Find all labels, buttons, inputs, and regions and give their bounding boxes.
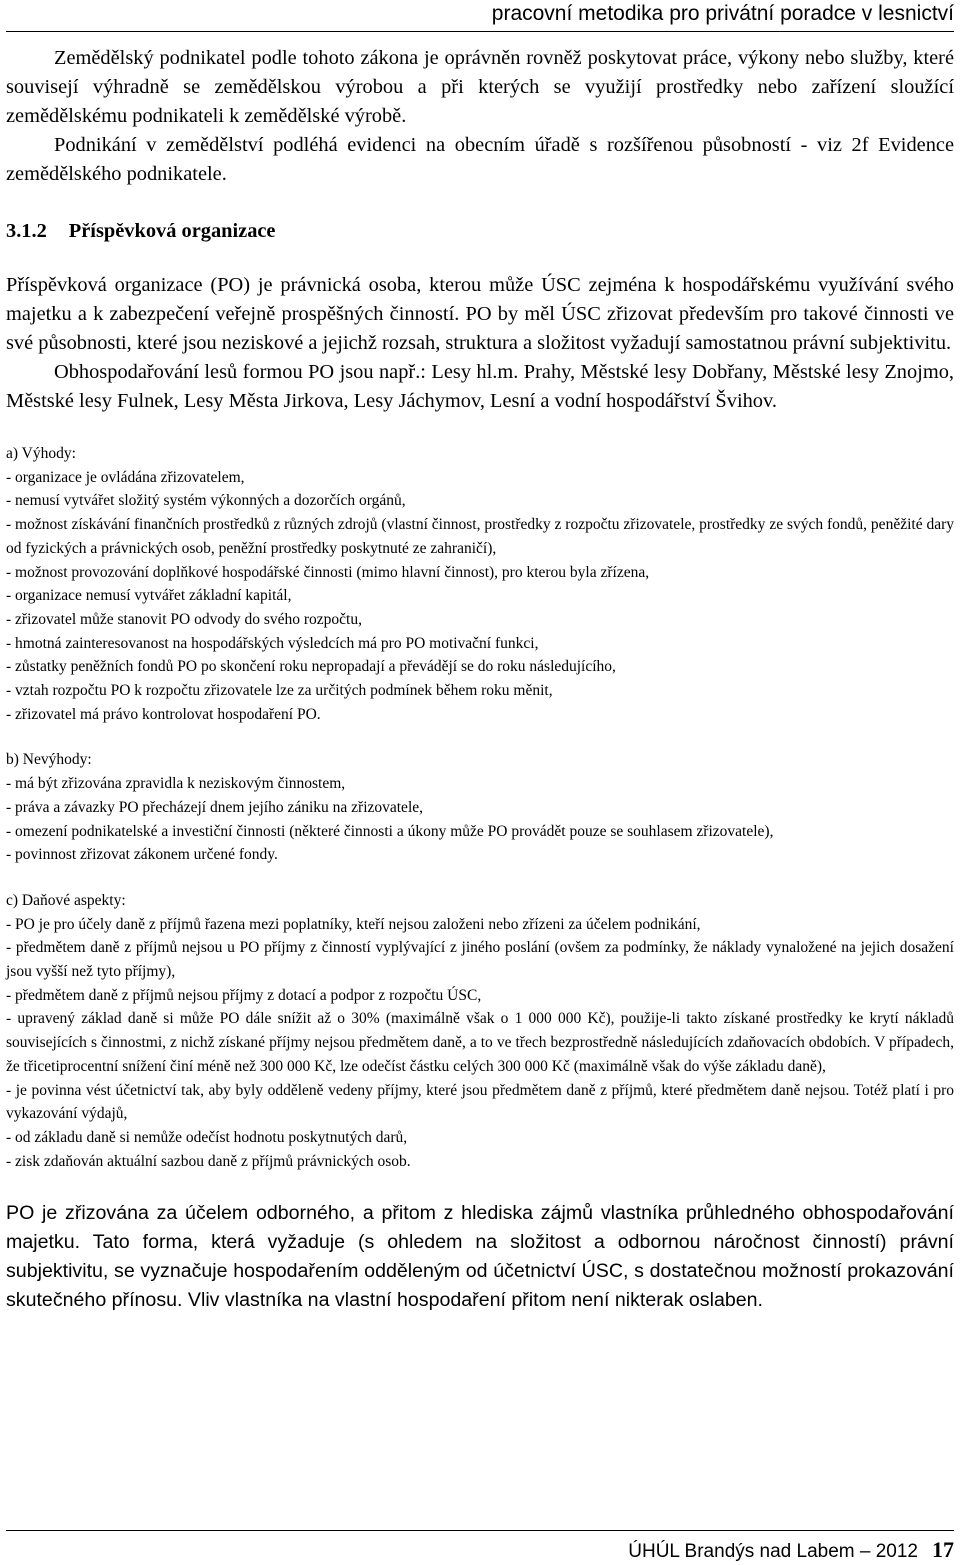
page-number: 17 (932, 1537, 954, 1562)
header-divider (6, 31, 954, 32)
disadvantages-list (6, 748, 954, 867)
list-item: - hmotná zainteresovanost na hospodářských výsledcích má pro PO motivační funkci, (6, 634, 539, 652)
list-item: - organizace je ovládána zřizovatelem, (6, 468, 245, 486)
list-item: - možnost získávání finančních prostředků z různých zdrojů (vlastní činnost, prostředky z rozpočtu zřizovatele, prostředky ze svých fondů, peněžité dary od fyzických a právnických osob, peněžní prostředky poskytnuté ze zahraničí), (6, 516, 954, 557)
running-header: pracovní metodika pro privátní poradce v lesnictví (491, 2, 954, 25)
list-item: - má být zřizována zpravidla k neziskovým činnostem, (6, 775, 346, 793)
list-item: - organizace nemusí vytvářet základní kapitál, (6, 587, 292, 605)
list-item: - vztah rozpočtu PO k rozpočtu zřizovatele lze za určitých podmínek během roku měnit, (6, 682, 553, 700)
section-number: 3.1.2 (6, 220, 47, 242)
conclusion-paragraph: PO je zřizována za účelem odborného, a přitom z hlediska zájmů vlastníka průhledného obhospodařování majetku. Tato forma, která vyžaduje (s ohledem na složitost a odbornou náročnost činností) právní subjektivitu, se vyznačuje hospodařením odděleným od účetnictví ÚSC, s dostatečnou možností prokazování skutečného přínosu. Vliv vlastníka na vlastní hospodaření přitom není nikterak oslaben. (6, 1202, 954, 1312)
list-item: - předmětem daně z příjmů nejsou příjmy z dotací a podpor z rozpočtu ÚSC, (6, 986, 482, 1004)
list-item: - možnost provozování doplňkové hospodářské činnosti (mimo hlavní činnost), pro kterou byla zřízena, (6, 563, 650, 581)
list-item: - předmětem daně z příjmů nejsou u PO příjmy z činností vyplývající z jiného poslání (ovšem za podmínky, že náklady vynaložené na jejich dosažení jsou vyšší než tyto příjmy), (6, 939, 954, 981)
advantages-list (6, 442, 954, 726)
section-paragraph-2: Obhospodařování lesů formou PO jsou např.: Lesy hl.m. Prahy, Městské lesy Dobřany, Městské lesy Znojmo, Městské lesy Fulnek, Lesy Města Jirkova, Lesy Jáchymov, Lesní a vodní hospodářství Švihov. (6, 361, 954, 412)
list-item: - zůstatky peněžních fondů PO po skončení roku nepropadají a převádějí se do roku následujícího, (6, 658, 616, 676)
page-footer (628, 1537, 954, 1563)
tax-aspects-list (6, 889, 954, 1173)
list-item: - je povinna vést účetnictví tak, aby byly odděleně vedeny příjmy, které jsou předmětem daně z příjmů, které předmětem daně nejsou. Totéž platí i pro vykazování výdajů, (6, 1081, 954, 1123)
list-item: - zřizovatel může stanovit PO odvody do svého rozpočtu, (6, 610, 362, 628)
list-item: - PO je pro účely daně z příjmů řazena mezi poplatníky, kteří nejsou založeni nebo zřízeni za účelem podnikání, (6, 915, 701, 933)
intro-paragraph-1: Zemědělský podnikatel podle tohoto zákona je oprávněn rovněž poskytovat práce, výkony nebo služby, které souvisejí výhradně se zemědělskou výrobou a při kterých se využijí prostředky nebo zařízení sloužící zemědělskému podnikateli k zemědělské výrobě. (6, 47, 954, 127)
disadvantages-title: b) Nevýhody: (6, 751, 92, 769)
list-item: - nemusí vytvářet složitý systém výkonných a dozorčích orgánů, (6, 492, 406, 510)
list-item: - zřizovatel má právo kontrolovat hospodaření PO. (6, 705, 321, 723)
section-heading (6, 217, 954, 246)
page-body (6, 44, 954, 1315)
footer-text: ÚHÚL Brandýs nad Labem – 2012 (628, 1541, 918, 1562)
list-item: - práva a závazky PO přecházejí dnem jejího zániku na zřizovatele, (6, 798, 424, 816)
advantages-title: a) Výhody: (6, 445, 76, 462)
tax-aspects-title: c) Daňové aspekty: (6, 891, 126, 909)
list-item: - od základu daně si nemůže odečíst hodnotu poskytnutých darů, (6, 1128, 408, 1146)
footer-divider (6, 1530, 954, 1531)
list-item: - omezení podnikatelské a investiční činnosti (některé činnosti a úkony může PO provádět pouze se souhlasem zřizovatele), (6, 822, 774, 840)
list-item: - upravený základ daně si může PO dále snížit až o 30% (maximálně však o 1 000 000 Kč), použije-li takto získané prostředky ke krytí nákladů souvisejících s činnostmi, z nichž získané příjmy nejsou předmětem daně, a to ve třech bezprostředně následujících zdaňovacích obdobích. V případech, že třicetiprocentní snížení činí méně než 300 000 Kč, lze odečíst částku celých 300 000 Kč (maximálně však do výše základu daně), (6, 1010, 954, 1075)
section-title: Příspěvková organizace (68, 220, 276, 242)
section-paragraph-1: Příspěvková organizace (PO) je právnická osoba, kterou může ÚSC zejména k hospodářskému využívání svého majetku a k zabezpečení veřejně prospěšných činností. PO by měl ÚSC zřizovat především pro takové činnosti ve své působnosti, které jsou neziskové a jejichž rozsah, struktura a složitost vyžadují samostatnou právní subjektivitu. (6, 274, 954, 354)
list-item: - zisk zdaňován aktuální sazbou daně z příjmů právnických osob. (6, 1152, 411, 1170)
list-item: - povinnost zřizovat zákonem určené fondy. (6, 846, 278, 864)
intro-paragraph-2: Podnikání v zemědělství podléhá evidenci na obecním úřadě s rozšířenou působností - viz 2f Evidence zemědělského podnikatele. (6, 134, 954, 185)
